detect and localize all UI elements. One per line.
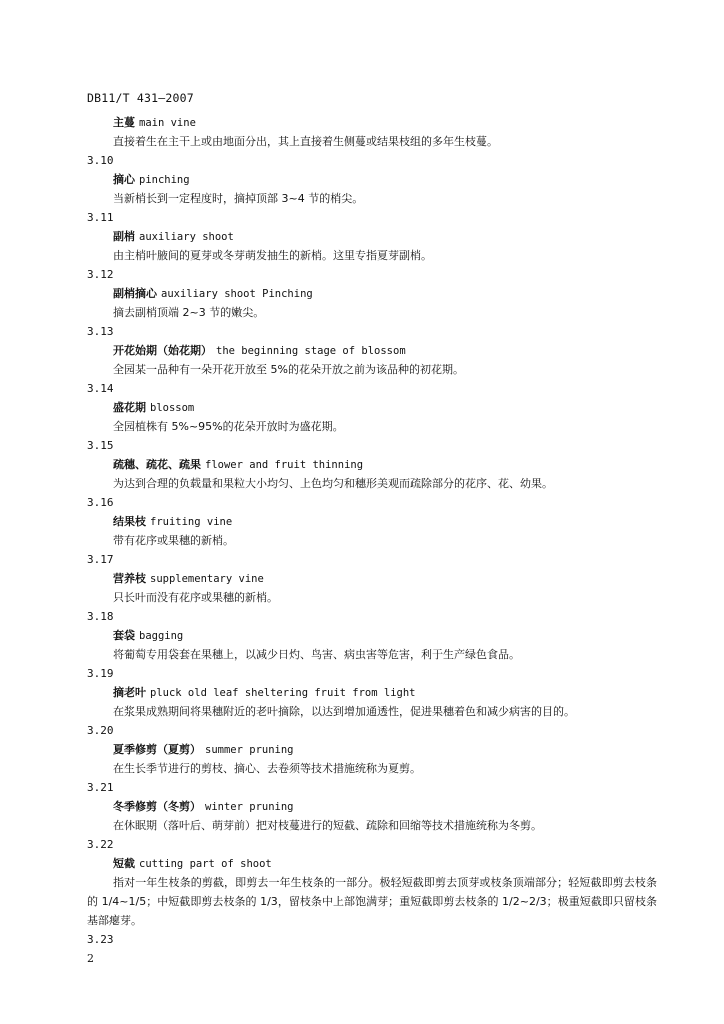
term-chinese: 夏季修剪（夏剪） (113, 743, 201, 756)
term-chinese: 冬季修剪（冬剪） (113, 800, 201, 813)
term-english: summer pruning (205, 744, 294, 756)
clause-number: 3.23 (87, 933, 114, 946)
term-entry (87, 493, 657, 550)
clause-number: 3.17 (87, 553, 114, 566)
term-entry (87, 607, 657, 664)
clause-number: 3.20 (87, 724, 114, 737)
term-definition: 带有花序或果穗的新梢。 (113, 534, 234, 547)
term-heading (113, 227, 657, 246)
standard-code: DB11/T 431—2007 (87, 91, 194, 105)
document-body (87, 113, 657, 949)
term-chinese: 短截 (113, 857, 135, 870)
term-heading (113, 113, 657, 132)
term-english: main vine (139, 117, 196, 129)
clause-number: 3.16 (87, 496, 114, 509)
term-definition: 在浆果成熟期间将果穗附近的老叶摘除，以达到增加通透性，促进果穗着色和减少病害的目的。 (113, 705, 575, 718)
term-chinese: 副梢摘心 (113, 287, 157, 300)
term-english: cutting part of shoot (139, 858, 272, 870)
term-entry (87, 778, 657, 835)
term-definition: 将葡萄专用袋套在果穗上，以减少日灼、鸟害、病虫害等危害，利于生产绿色食品。 (113, 648, 520, 661)
term-entry-main-vine (87, 113, 657, 151)
term-heading (113, 341, 657, 360)
term-chinese: 疏穗、疏花、疏果 (113, 458, 201, 471)
term-entry (87, 436, 657, 493)
term-heading (113, 740, 657, 759)
term-chinese: 开花始期（始花期） (113, 344, 212, 357)
term-english: the beginning stage of blossom (216, 345, 406, 357)
term-entry (87, 664, 657, 721)
term-definition: 全园某一品种有一朵开花开放至 5%的花朵开放之前为该品种的初花期。 (113, 363, 464, 376)
term-chinese: 摘老叶 (113, 686, 146, 699)
term-heading (113, 284, 657, 303)
page-number: 2 (87, 952, 94, 965)
clause-number: 3.10 (87, 154, 114, 167)
term-entry (87, 151, 657, 208)
term-definition: 直接着生在主干上或由地面分出，其上直接着生侧蔓或结果枝组的多年生枝蔓。 (113, 135, 498, 148)
term-definition: 全园植株有 5%~95%的花朵开放时为盛花期。 (113, 420, 344, 433)
term-entry (87, 550, 657, 607)
term-chinese: 盛花期 (113, 401, 146, 414)
term-definition: 在休眠期（落叶后、萌芽前）把对枝蔓进行的短截、疏除和回缩等技术措施统称为冬剪。 (113, 819, 542, 832)
term-heading (113, 797, 657, 816)
term-chinese: 结果枝 (113, 515, 146, 528)
term-entry (87, 322, 657, 379)
term-entry (87, 721, 657, 778)
term-definition: 指对一年生枝条的剪截，即剪去一年生枝条的一部分。极轻短截即剪去顶芽或枝条顶端部分；轻短截即剪去枝条的 1/4~1/5；中短截即剪去枝条的 1/3，留枝条中上部饱满芽；重短截即剪去枝条的 1/2~2/3；极重短截即只留枝条基部瘪芽。 (87, 876, 657, 927)
clause-number: 3.13 (87, 325, 114, 338)
term-english: pluck old leaf sheltering fruit from light (150, 687, 416, 699)
clause-number: 3.22 (87, 838, 114, 851)
term-definition: 由主梢叶腋间的夏芽或冬芽萌发抽生的新梢。这里专指夏芽副梢。 (113, 249, 432, 262)
clause-number: 3.21 (87, 781, 114, 794)
clause-number: 3.18 (87, 610, 114, 623)
term-chinese: 副梢 (113, 230, 135, 243)
term-heading (113, 626, 657, 645)
clause-number: 3.14 (87, 382, 114, 395)
clause-number: 3.19 (87, 667, 114, 680)
term-chinese: 摘心 (113, 173, 135, 186)
term-entry (87, 835, 657, 930)
term-heading (113, 854, 657, 873)
term-heading (113, 683, 657, 702)
term-entry (87, 379, 657, 436)
term-english: fruiting vine (150, 516, 233, 528)
term-heading (113, 170, 657, 189)
term-entry (87, 208, 657, 265)
term-english: flower and fruit thinning (205, 459, 364, 471)
term-heading (113, 512, 657, 531)
term-chinese: 营养枝 (113, 572, 146, 585)
term-english: supplementary vine (150, 573, 264, 585)
term-english: winter pruning (205, 801, 294, 813)
term-definition: 在生长季节进行的剪枝、摘心、去卷须等技术措施统称为夏剪。 (113, 762, 421, 775)
term-definition: 为达到合理的负载量和果粒大小均匀、上色均匀和穗形美观而疏除部分的花序、花、幼果。 (113, 477, 553, 490)
term-chinese: 套袋 (113, 629, 135, 642)
term-english: pinching (139, 174, 190, 186)
term-definition: 当新梢长到一定程度时，摘掉顶部 3~4 节的梢尖。 (113, 192, 364, 205)
term-entry (87, 265, 657, 322)
clause-number: 3.15 (87, 439, 114, 452)
term-heading (113, 455, 657, 474)
term-english: bagging (139, 630, 184, 642)
term-english: blossom (150, 402, 195, 414)
clause-number: 3.12 (87, 268, 114, 281)
term-heading (113, 569, 657, 588)
term-definition: 摘去副梢顶端 2~3 节的嫩尖。 (113, 306, 265, 319)
term-english: auxiliary shoot Pinching (161, 288, 313, 300)
clause-number: 3.11 (87, 211, 114, 224)
term-heading (113, 398, 657, 417)
term-definition: 只长叶而没有花序或果穗的新梢。 (113, 591, 278, 604)
term-english: auxiliary shoot (139, 231, 234, 243)
term-chinese: 主蔓 (113, 116, 135, 129)
